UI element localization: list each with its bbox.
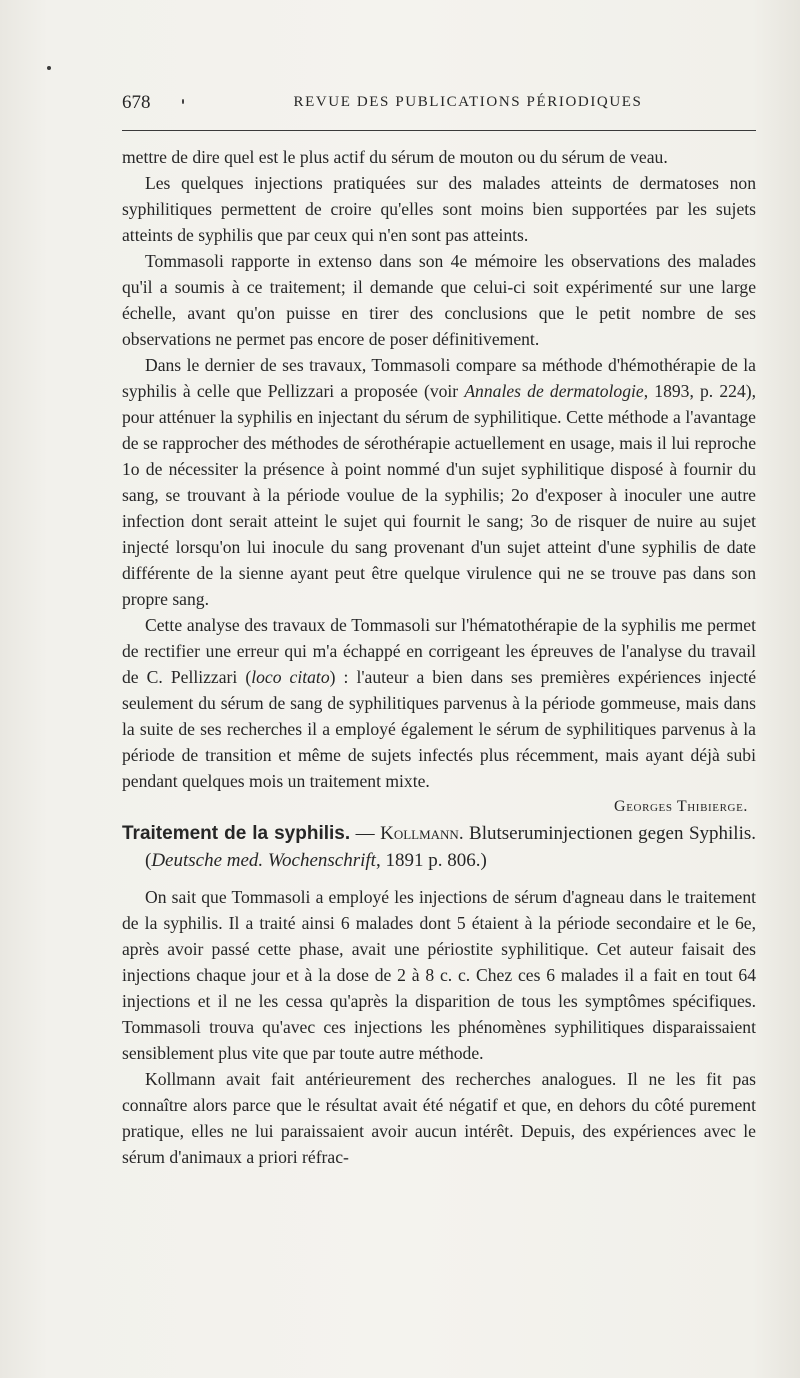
body-text: [122, 144, 756, 1170]
heading-title: Traitement de la syphilis.: [122, 823, 351, 844]
heading-journal: Deutsche med. Wochenschrift: [151, 850, 376, 871]
paragraph: Les quelques injections pratiquées sur des malades atteints de dermatoses non syphilitiques permettent de croire qu'elles sont moins bien supportées par les sujets atteints de syphilis que par ceux qui n'en sont pas atteints.: [122, 173, 756, 245]
page-number: 678: [122, 92, 151, 113]
running-title: REVUE DES PUBLICATIONS PÉRIODIQUES: [293, 94, 643, 110]
header-rule: [122, 130, 756, 131]
paragraph-text: ) : l'auteur a bien dans ses premières expériences injecté seulement du sérum de sang de syphilitiques parvenus à la période gommeuse, mais dans la suite de ses recherches il a employé également le sérum de syphilitiques parvenus à la période de transition et même de sujets infectés plus récemment, mais ayant déjà subi pendant quelques mois un traitement mixte.: [122, 667, 757, 791]
heading-author: Kollmann.: [380, 823, 464, 844]
citation-italic: loco citato: [251, 667, 330, 687]
heading-article-title: Blutseruminjectionen gegen Syphilis. (: [145, 823, 756, 871]
paragraph-text: Cette analyse des travaux de Tommasoli sur l'hématothérapie de la syphilis me permet de rectifier une erreur qui m'a échappé en corrigeant les épreuves de l'analyse du travail de C. Pellizzari (: [122, 615, 756, 687]
page-header: [122, 92, 756, 116]
ink-speck: [47, 66, 51, 70]
paragraph: Kollmann avait fait antérieurement des recherches analogues. Il ne les fit pas connaître alors parce que le résultat avait été négatif et que, en dehors du côté purement pratique, elles ne lui paraissaient avoir aucun intérêt. Depuis, des expériences avec le sérum d'animaux a priori réfrac-: [122, 1069, 756, 1167]
paragraph: [122, 612, 756, 794]
author-signature: Georges Thibierge.: [614, 798, 748, 815]
paragraph: [122, 352, 756, 612]
heading-dash: —: [350, 823, 381, 844]
paragraph: Tommasoli rapporte in extenso dans son 4e mémoire les observations des malades qu'il a soumis à ce traitement; il demande que celui-ci soit expérimenté sur une large échelle, avant qu'on puisse en tirer des conclusions que le petit nombre de ses observations ne permet pas encore de poser définitivement.: [122, 251, 756, 349]
paragraph-text: Dans le dernier de ses travaux, Tommasoli compare sa méthode d'hémothérapie de la syphilis à celle que Pellizzari a proposée (voir: [122, 355, 756, 401]
paragraph: mettre de dire quel est le plus actif du sérum de mouton ou du sérum de veau.: [122, 147, 668, 167]
heading-reference: , 1891 p. 806.): [375, 850, 487, 871]
paragraph: On sait que Tommasoli a employé les injections de sérum d'agneau dans le traitement de la syphilis. Il a traité ainsi 6 malades dont 5 étaient à la période secondaire et le 6e, après avoir passé cette phase, avait une périostite syphilitique. Cet auteur faisait des injections chaque jour et à la dose de 2 à 8 c. c. Chez ces 6 malades il a fait en tout 64 injections et il ne les cessa qu'après la disparition de tous les symptômes spécifiques. Tommasoli trouva qu'avec ces injections les phénomènes syphilitiques disparaissaient sensiblement plus vite que par toute autre méthode.: [122, 887, 756, 1063]
paragraph-text: , 1893, p. 224), pour atténuer la syphilis en injectant du sérum de syphilitique. Cette méthode a l'avantage de se rapprocher des méthodes de sérothérapie actuellement en usage, mais il lui reproche 1o de nécessiter la présence à point nommé d'un sujet syphilitique disposé à fournir du sang, se trouvant à la période voulue de la syphilis; 2o d'exposer à inoculer une autre infection dont serait atteint le sujet qui fournit le sang; 3o de risquer de nuire au sujet injecté lorsqu'on lui inocule du sang provenant d'un sujet atteint d'une syphilis de date différente de la sienne ayant peut être quelque virulence qui ne se trouve pas dans son propre sang.: [122, 381, 756, 609]
review-heading: [122, 820, 756, 874]
journal-title: Annales de dermatologie: [464, 381, 644, 401]
